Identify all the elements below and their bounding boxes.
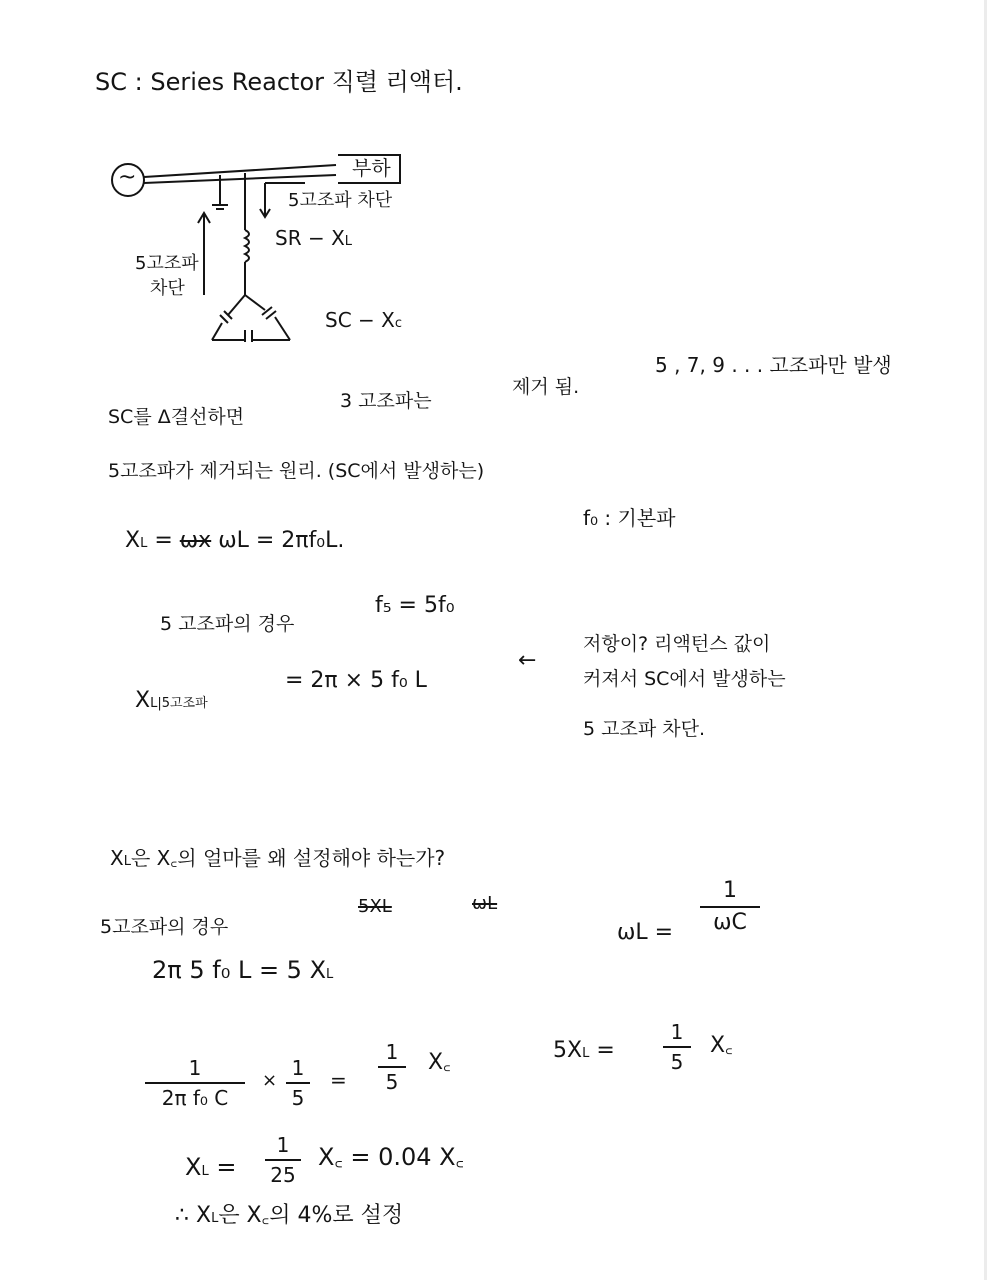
shunt-capacitor-label: SC − Xc [325, 308, 402, 332]
harmonic-block-label-left-2: 차단 [150, 278, 185, 299]
conclusion-line: ∴ XL은 X꜀의 4%로 설정 [175, 1203, 404, 1228]
equals-sign: = [330, 1068, 347, 1092]
annotation-arrow: ← [518, 648, 537, 673]
fundamental-wave-note: f₀ : 기본파 [583, 506, 676, 530]
resonance-fraction: 1 ωC [700, 880, 760, 934]
fifth-harmonic-reactance-value: = 2π × 5 f₀ L [285, 668, 427, 693]
load-label: 부하 [352, 156, 391, 180]
fifth-harmonic-equation: 2π 5 f₀ L = 5 XL [152, 956, 334, 984]
one-fifth-fraction-1: 1 5 [286, 1058, 310, 1108]
third-harmonic-note: 3 고조파는 [340, 390, 432, 412]
fifth-harmonic-case-label: 5 고조파의 경우 [160, 613, 295, 635]
design-question: XL은 X꜀의 얼마를 왜 설정해야 하는가? [110, 846, 446, 870]
one-twentyfifth-fraction: 1 25 [265, 1135, 301, 1185]
final-equation-lhs: XL = [185, 1153, 237, 1181]
struck-expression-1: 5XL [358, 896, 392, 917]
fifth-xl-equation-tail: X꜀ [710, 1033, 733, 1058]
one-fifth-fraction-2: 1 5 [378, 1042, 406, 1092]
inductive-reactance-formula: XL = ωx ωL = 2πf₀L. [125, 528, 345, 553]
annotation-line-2: 커져서 SC에서 발생하는 [583, 668, 786, 690]
fifth-harmonic-principle: 5고조파가 제거되는 원리. (SC에서 발생하는) [108, 460, 485, 482]
removal-note: 제거 됨. [512, 376, 580, 398]
page-title: SC : Series Reactor 직렬 리액터. [95, 68, 463, 96]
delta-connection-note: SC를 Δ결선하면 [108, 406, 245, 428]
fifth-xl-equation-lhs: 5XL = [553, 1038, 615, 1063]
series-reactor-label: SR − XL [275, 226, 353, 250]
annotation-line-3: 5 고조파 차단. [583, 718, 705, 740]
fifth-harmonic-frequency: f₅ = 5f₀ [375, 593, 455, 618]
capacitive-fraction: 1 2π f₀ C [145, 1058, 245, 1108]
fifth-harmonic-case-label-2: 5고조파의 경우 [100, 916, 229, 938]
capacitive-reactance-term: X꜀ [428, 1050, 451, 1075]
struck-expression-2: ωL [472, 893, 498, 914]
ac-source-label: ~ [118, 165, 137, 190]
harmonic-block-label-left-1: 5고조파 [135, 253, 199, 274]
fifth-harmonic-reactance: XL|5고조파 [135, 688, 208, 713]
one-fifth-fraction-3: 1 5 [663, 1022, 691, 1072]
odd-harmonics-note: 5 , 7, 9 . . . 고조파만 발생 [655, 353, 892, 377]
multiply-sign: × [262, 1070, 278, 1091]
annotation-line-1: 저항이? 리액턴스 값이 [583, 633, 771, 655]
resonance-lhs: ωL = [617, 920, 674, 945]
final-equation-tail: X꜀ = 0.04 X꜀ [318, 1143, 464, 1171]
harmonic-block-label-right: 5고조파 차단 [288, 190, 393, 211]
